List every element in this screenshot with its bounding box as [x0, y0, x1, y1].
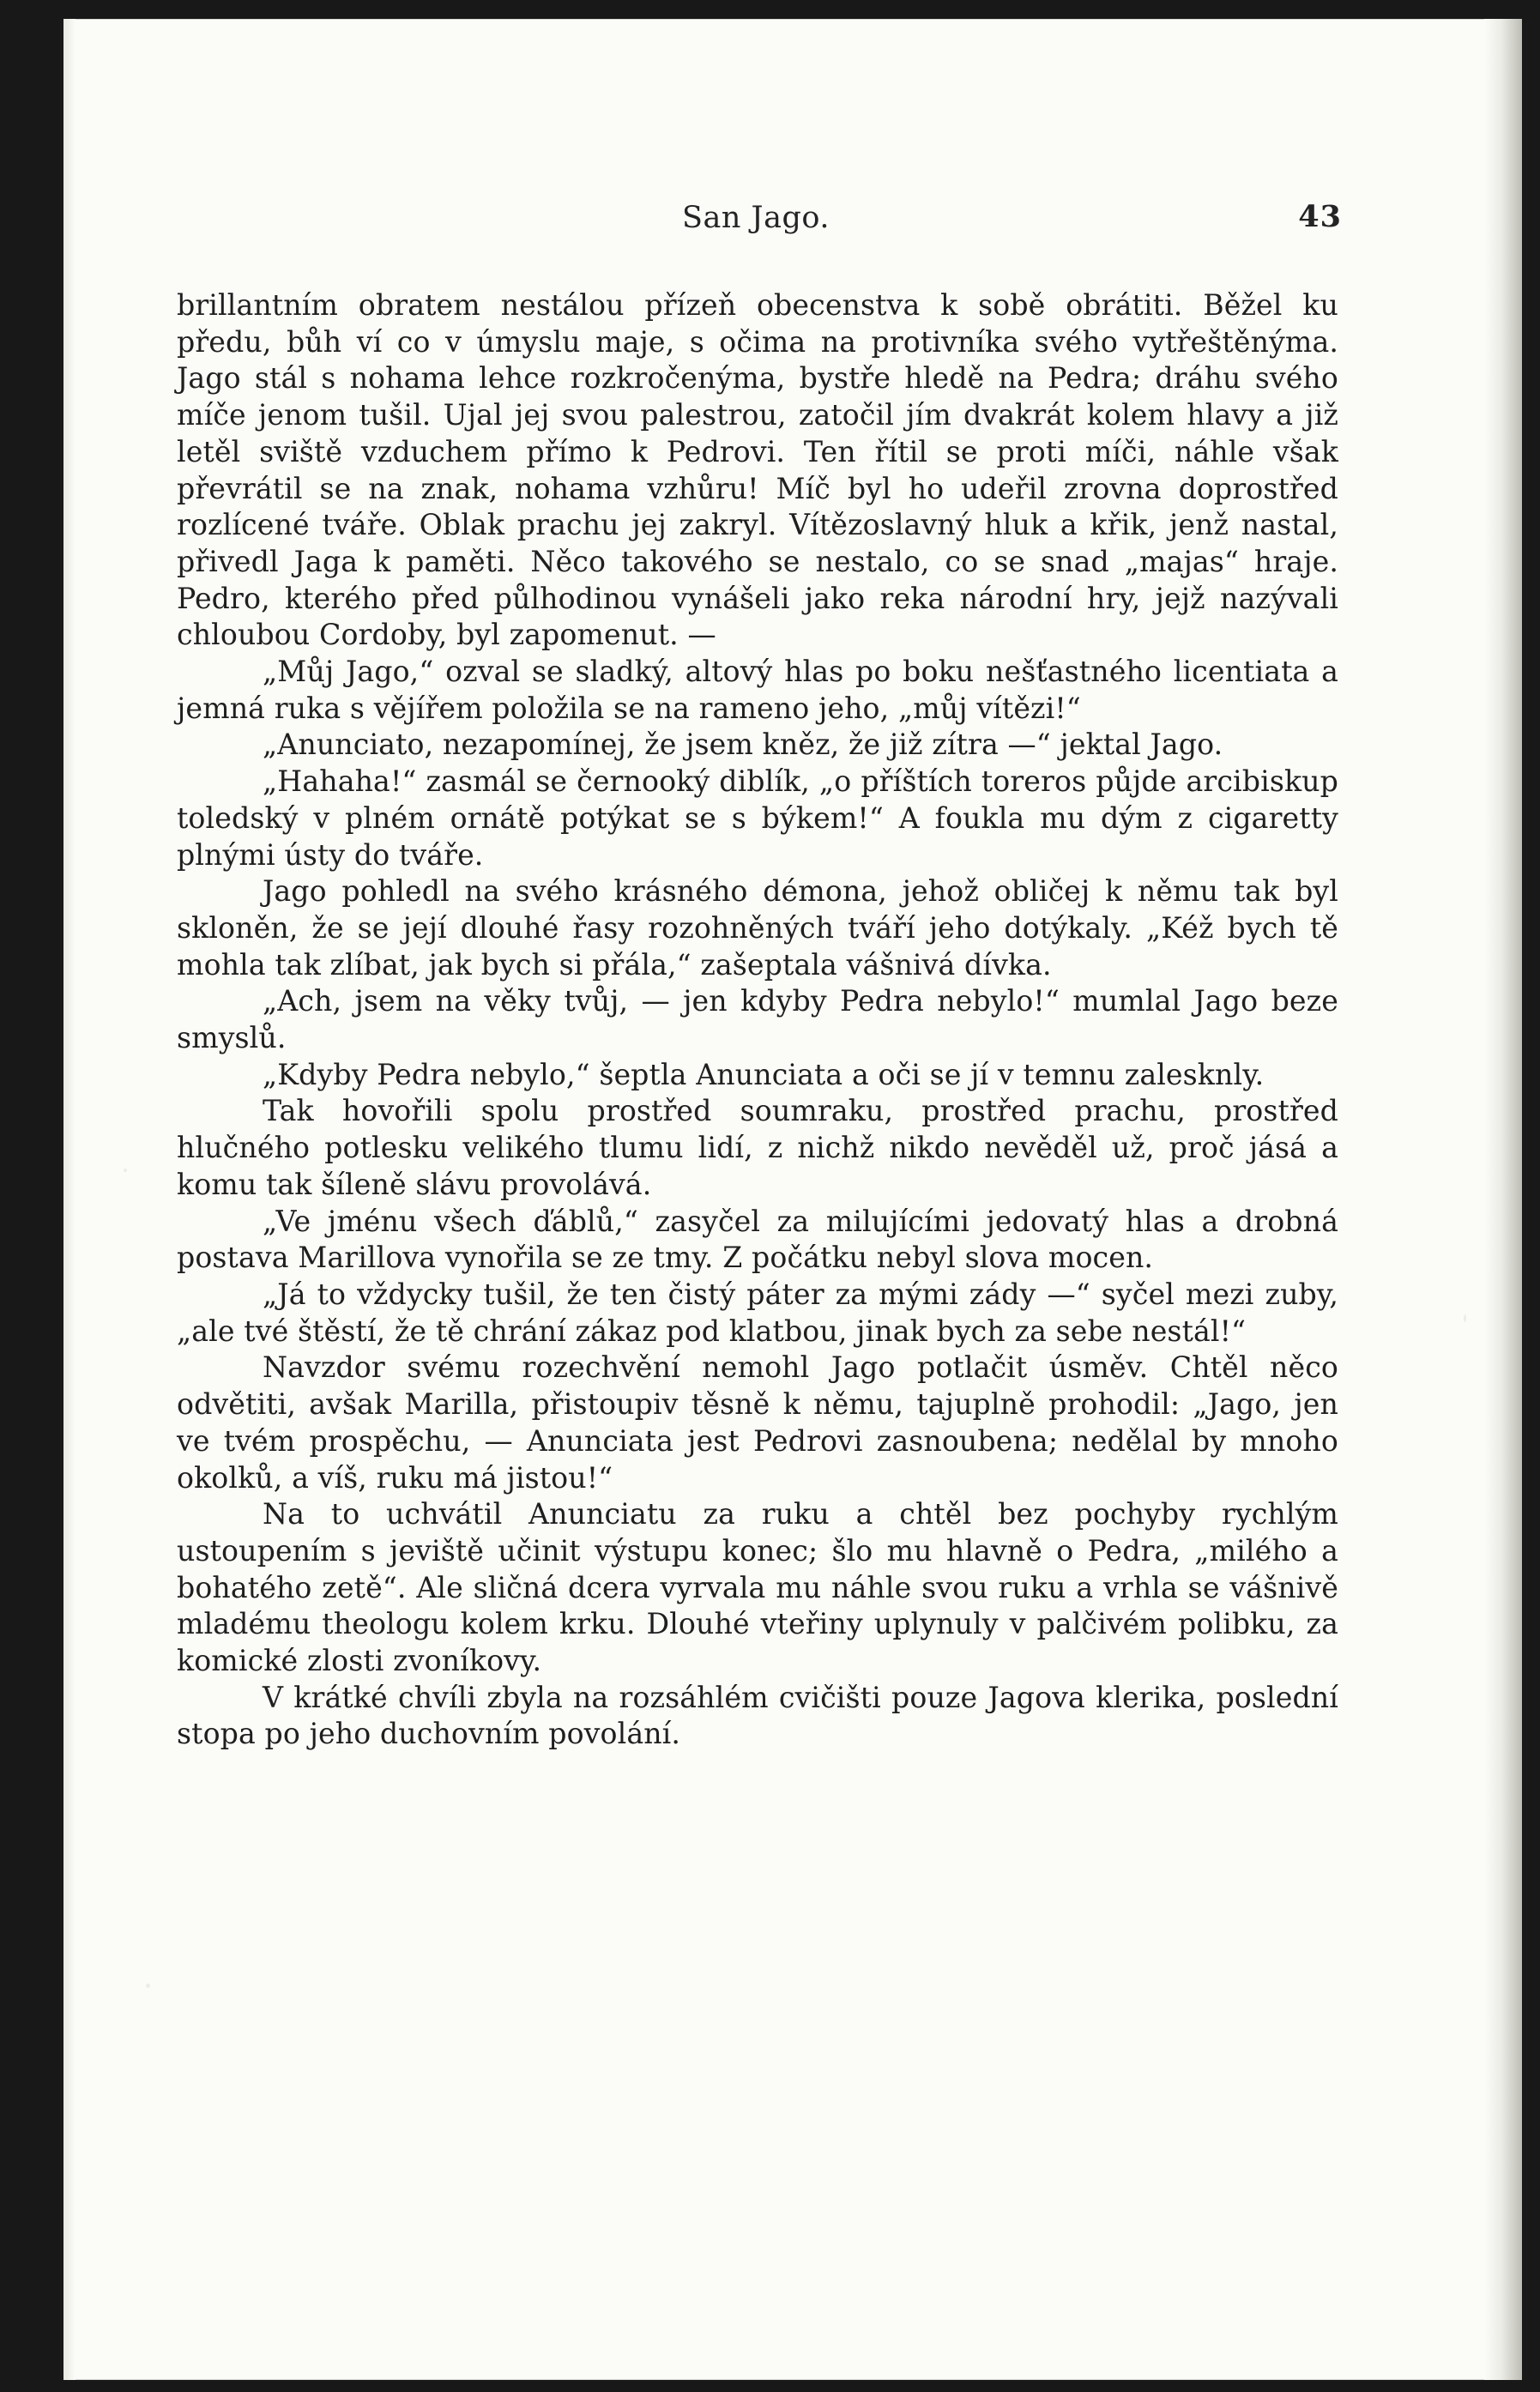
running-title: San Jago. [682, 201, 830, 235]
paragraph: V krátké chvíli zbyla na rozsáhlém cvičišti pouze Jagova klerika, poslední stopa po jeho duchovním povolání. [177, 1680, 1338, 1751]
paragraph: „Ve jménu všech ďáblů,“ zasyčel za milujícími jedovatý hlas a drobná postava Marillova vynořila se ze tmy. Z počátku nebyl slova mocen. [177, 1204, 1338, 1275]
paragraph: Jago pohledl na svého krásného démona, jehož obličej k němu tak byl skloněn, že se její dlouhé řasy rozohněných tváří jeho dotýkaly. „Kéž bych tě mohla tak zlíbat, jak bych si přála,“ zašeptala vášnivá dívka. [177, 874, 1338, 982]
paragraph: „Anunciato, nezapomínej, že jsem kněz, že již zítra —“ jektal Jago. [263, 728, 1223, 762]
paper-spot [146, 1984, 150, 1988]
paper-spot [124, 1169, 127, 1172]
paragraph: Na to uchvátil Anunciatu za ruku a chtěl bez pochyby rychlým ustoupením s jeviště učinit výstupu konec; šlo mu hlavně o Pedra, „milého a bohatého zetě“. Ale sličná dcera vyrvala mu náhle svou ruku a vrhla se vášnivě mladému theologu kolem krku. Dlouhé vteřiny uplynuly v palčivém polibku, za komické zlosti zvoníkovy. [177, 1497, 1338, 1678]
paragraph: „Můj Jago,“ ozval se sladký, altový hlas po boku nešťastného licentiata a jemná ruka s vějířem položila se na rameno jeho, „můj vítězi!“ [177, 655, 1338, 725]
book-page [63, 19, 1522, 2380]
paragraph: Navzdor svému rozechvění nemohl Jago potlačit úsměv. Chtěl něco odvětiti, avšak Marilla, přistoupiv těsně k němu, tajuplně prohodil: „Jago, jen ve tvém prospěchu, — Anunciata jest Pedrovi zasnoubena; nedělal by mnoho okolků, a víš, ruku má jistou!“ [177, 1350, 1338, 1495]
paper-spot [1464, 1314, 1466, 1322]
paragraph: „Ach, jsem na věky tvůj, — jen kdyby Pedra nebylo!“ mumlal Jago beze smyslů. [177, 984, 1338, 1055]
paragraph: „Kdyby Pedra nebylo,“ šeptla Anunciata a oči se jí v temnu zalesknly. [263, 1057, 1265, 1091]
page-number: 43 [1298, 199, 1342, 234]
page-header [170, 199, 1342, 251]
paragraph: Tak hovořili spolu prostřed soumraku, prostřed prachu, prostřed hlučného potlesku velikého tlumu lidí, z nichž nikdo nevěděl už, proč jásá a komu tak šíleně slávu provolává. [177, 1094, 1338, 1201]
paragraph: „Hahaha!“ zasmál se černooký diblík, „o příštích toreros půjde arcibiskup toledský v plném ornátě potýkat se s býkem!“ A foukla mu dým z cigaretty plnými ústy do tváře. [177, 764, 1338, 872]
body-text [177, 287, 1338, 2089]
paragraph: „Já to vždycky tušil, že ten čistý páter za mými zády —“ syčel mezi zuby, „ale tvé štěstí, že tě chrání zákaz pod klatbou, jinak bych za sebe nestál!“ [177, 1277, 1338, 1348]
paragraph: brillantním obratem nestálou přízeň obecenstva k sobě obrátiti. Běžel ku předu, bůh ví co v úmyslu maje, s očima na protivníka svého vytřeštěnýma. Jago stál s nohama lehce rozkročenýma, bystře hledě na Pedra; dráhu svého míče jenom tušil. Ujal jej svou palestrou, zatočil jím dvakrát kolem hlavy a již letěl sviště vzduchem přímo k Pedrovi. Ten řítil se proti míči, náhle však převrátil se na znak, nohama vzhůru! Míč byl ho udeřil zrovna doprostřed rozlícené tváře. Oblak prachu jej zakryl. Vítězoslavný hluk a křik, jenž nastal, přivedl Jaga k paměti. Něco takového se nestalo, co se snad „majas“ hraje. Pedro, kterého před půlhodinou vynášeli jako reka národní hry, jejž nazývali chloubou Cordoby, byl zapomenut. — [177, 288, 1338, 652]
